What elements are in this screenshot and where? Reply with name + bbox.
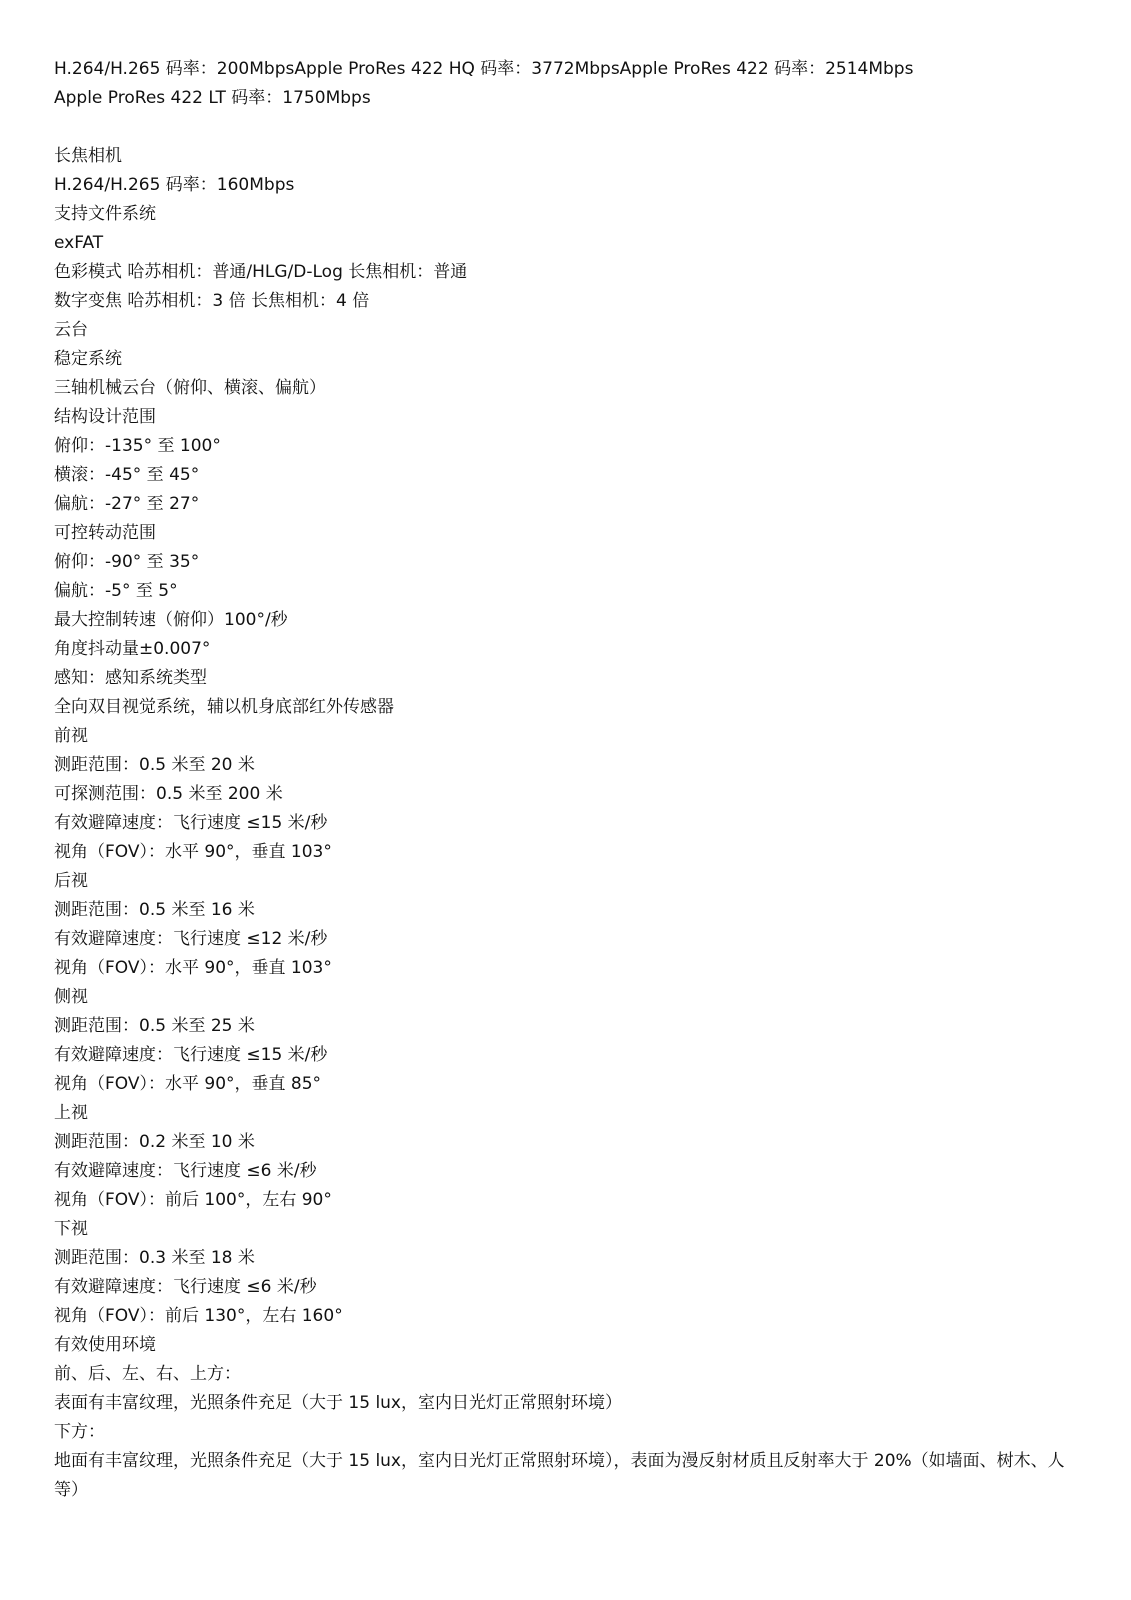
text-line: 测距范围：0.3 米至 18 米 bbox=[54, 1248, 255, 1268]
text-line: exFAT bbox=[54, 233, 104, 253]
text-line: 有效避障速度：飞行速度 ≤6 米/秒 bbox=[54, 1161, 317, 1181]
text-line: 俯仰：-90° 至 35° bbox=[54, 552, 200, 572]
text-line: 有效避障速度：飞行速度 ≤15 米/秒 bbox=[54, 813, 328, 833]
text-line: H.264/H.265 码率：160Mbps bbox=[54, 175, 295, 195]
text-line: 有效避障速度：飞行速度 ≤12 米/秒 bbox=[54, 929, 328, 949]
text-line: 视角（FOV）：水平 90°，垂直 103° bbox=[54, 958, 332, 978]
text-line: 下方： bbox=[54, 1422, 105, 1442]
text-line: 支持文件系统 bbox=[54, 204, 156, 224]
text-line: 侧视 bbox=[54, 987, 88, 1007]
text-line: 测距范围：0.5 米至 20 米 bbox=[54, 755, 255, 775]
text-line: 角度抖动量±0.007° bbox=[54, 639, 211, 659]
text-line: 全向双目视觉系统，辅以机身底部红外传感器 bbox=[54, 697, 394, 717]
text-line: 有效使用环境 bbox=[54, 1335, 156, 1355]
text-line: 偏航：-27° 至 27° bbox=[54, 494, 200, 514]
text-line: 横滚：-45° 至 45° bbox=[54, 465, 200, 485]
text-line: 偏航：-5° 至 5° bbox=[54, 581, 178, 601]
text-line: 上视 bbox=[54, 1103, 88, 1123]
text-line: 数字变焦 哈苏相机：3 倍 长焦相机：4 倍 bbox=[54, 291, 370, 311]
text-line: 有效避障速度：飞行速度 ≤6 米/秒 bbox=[54, 1277, 317, 1297]
blank-line bbox=[54, 113, 1084, 142]
text-line: 前、后、左、右、上方： bbox=[54, 1364, 241, 1384]
text-line: 后视 bbox=[54, 871, 88, 891]
text-line: 测距范围：0.2 米至 10 米 bbox=[54, 1132, 255, 1152]
document-body bbox=[54, 55, 1084, 1505]
text-line: 有效避障速度：飞行速度 ≤15 米/秒 bbox=[54, 1045, 328, 1065]
text-line: 俯仰：-135° 至 100° bbox=[54, 436, 221, 456]
text-line: 视角（FOV）：水平 90°，垂直 85° bbox=[54, 1074, 322, 1094]
text-line: 测距范围：0.5 米至 16 米 bbox=[54, 900, 255, 920]
text-line: 最大控制转速（俯仰）100°/秒 bbox=[54, 610, 288, 630]
text-line: 长焦相机 bbox=[54, 146, 122, 166]
text-line: 下视 bbox=[54, 1219, 88, 1239]
text-line: 可控转动范围 bbox=[54, 523, 156, 543]
text-line: 感知：感知系统类型 bbox=[54, 668, 207, 688]
text-line: 三轴机械云台（俯仰、横滚、偏航） bbox=[54, 378, 326, 398]
text-line: 视角（FOV）：水平 90°，垂直 103° bbox=[54, 842, 332, 862]
text-line: 视角（FOV）：前后 100°，左右 90° bbox=[54, 1190, 332, 1210]
text-line: 稳定系统 bbox=[54, 349, 122, 369]
text-line: Apple ProRes 422 LT 码率：1750Mbps bbox=[54, 88, 371, 108]
text-line: 可探测范围：0.5 米至 200 米 bbox=[54, 784, 283, 804]
text-line: 云台 bbox=[54, 320, 88, 340]
text-line: 地面有丰富纹理，光照条件充足（大于 15 lux，室内日光灯正常照射环境），表面为漫反射材质且反射率大于 20%（如墙面、树木、人等） bbox=[54, 1451, 1065, 1500]
text-line: 结构设计范围 bbox=[54, 407, 156, 427]
text-line: H.264/H.265 码率：200MbpsApple ProRes 422 HQ 码率：3772MbpsApple ProRes 422 码率：2514Mbps bbox=[54, 59, 914, 79]
text-line: 表面有丰富纹理，光照条件充足（大于 15 lux，室内日光灯正常照射环境） bbox=[54, 1393, 622, 1413]
text-line: 前视 bbox=[54, 726, 88, 746]
text-line: 测距范围：0.5 米至 25 米 bbox=[54, 1016, 255, 1036]
text-line: 视角（FOV）：前后 130°，左右 160° bbox=[54, 1306, 343, 1326]
text-line: 色彩模式 哈苏相机：普通/HLG/D-Log 长焦相机：普通 bbox=[54, 262, 468, 282]
